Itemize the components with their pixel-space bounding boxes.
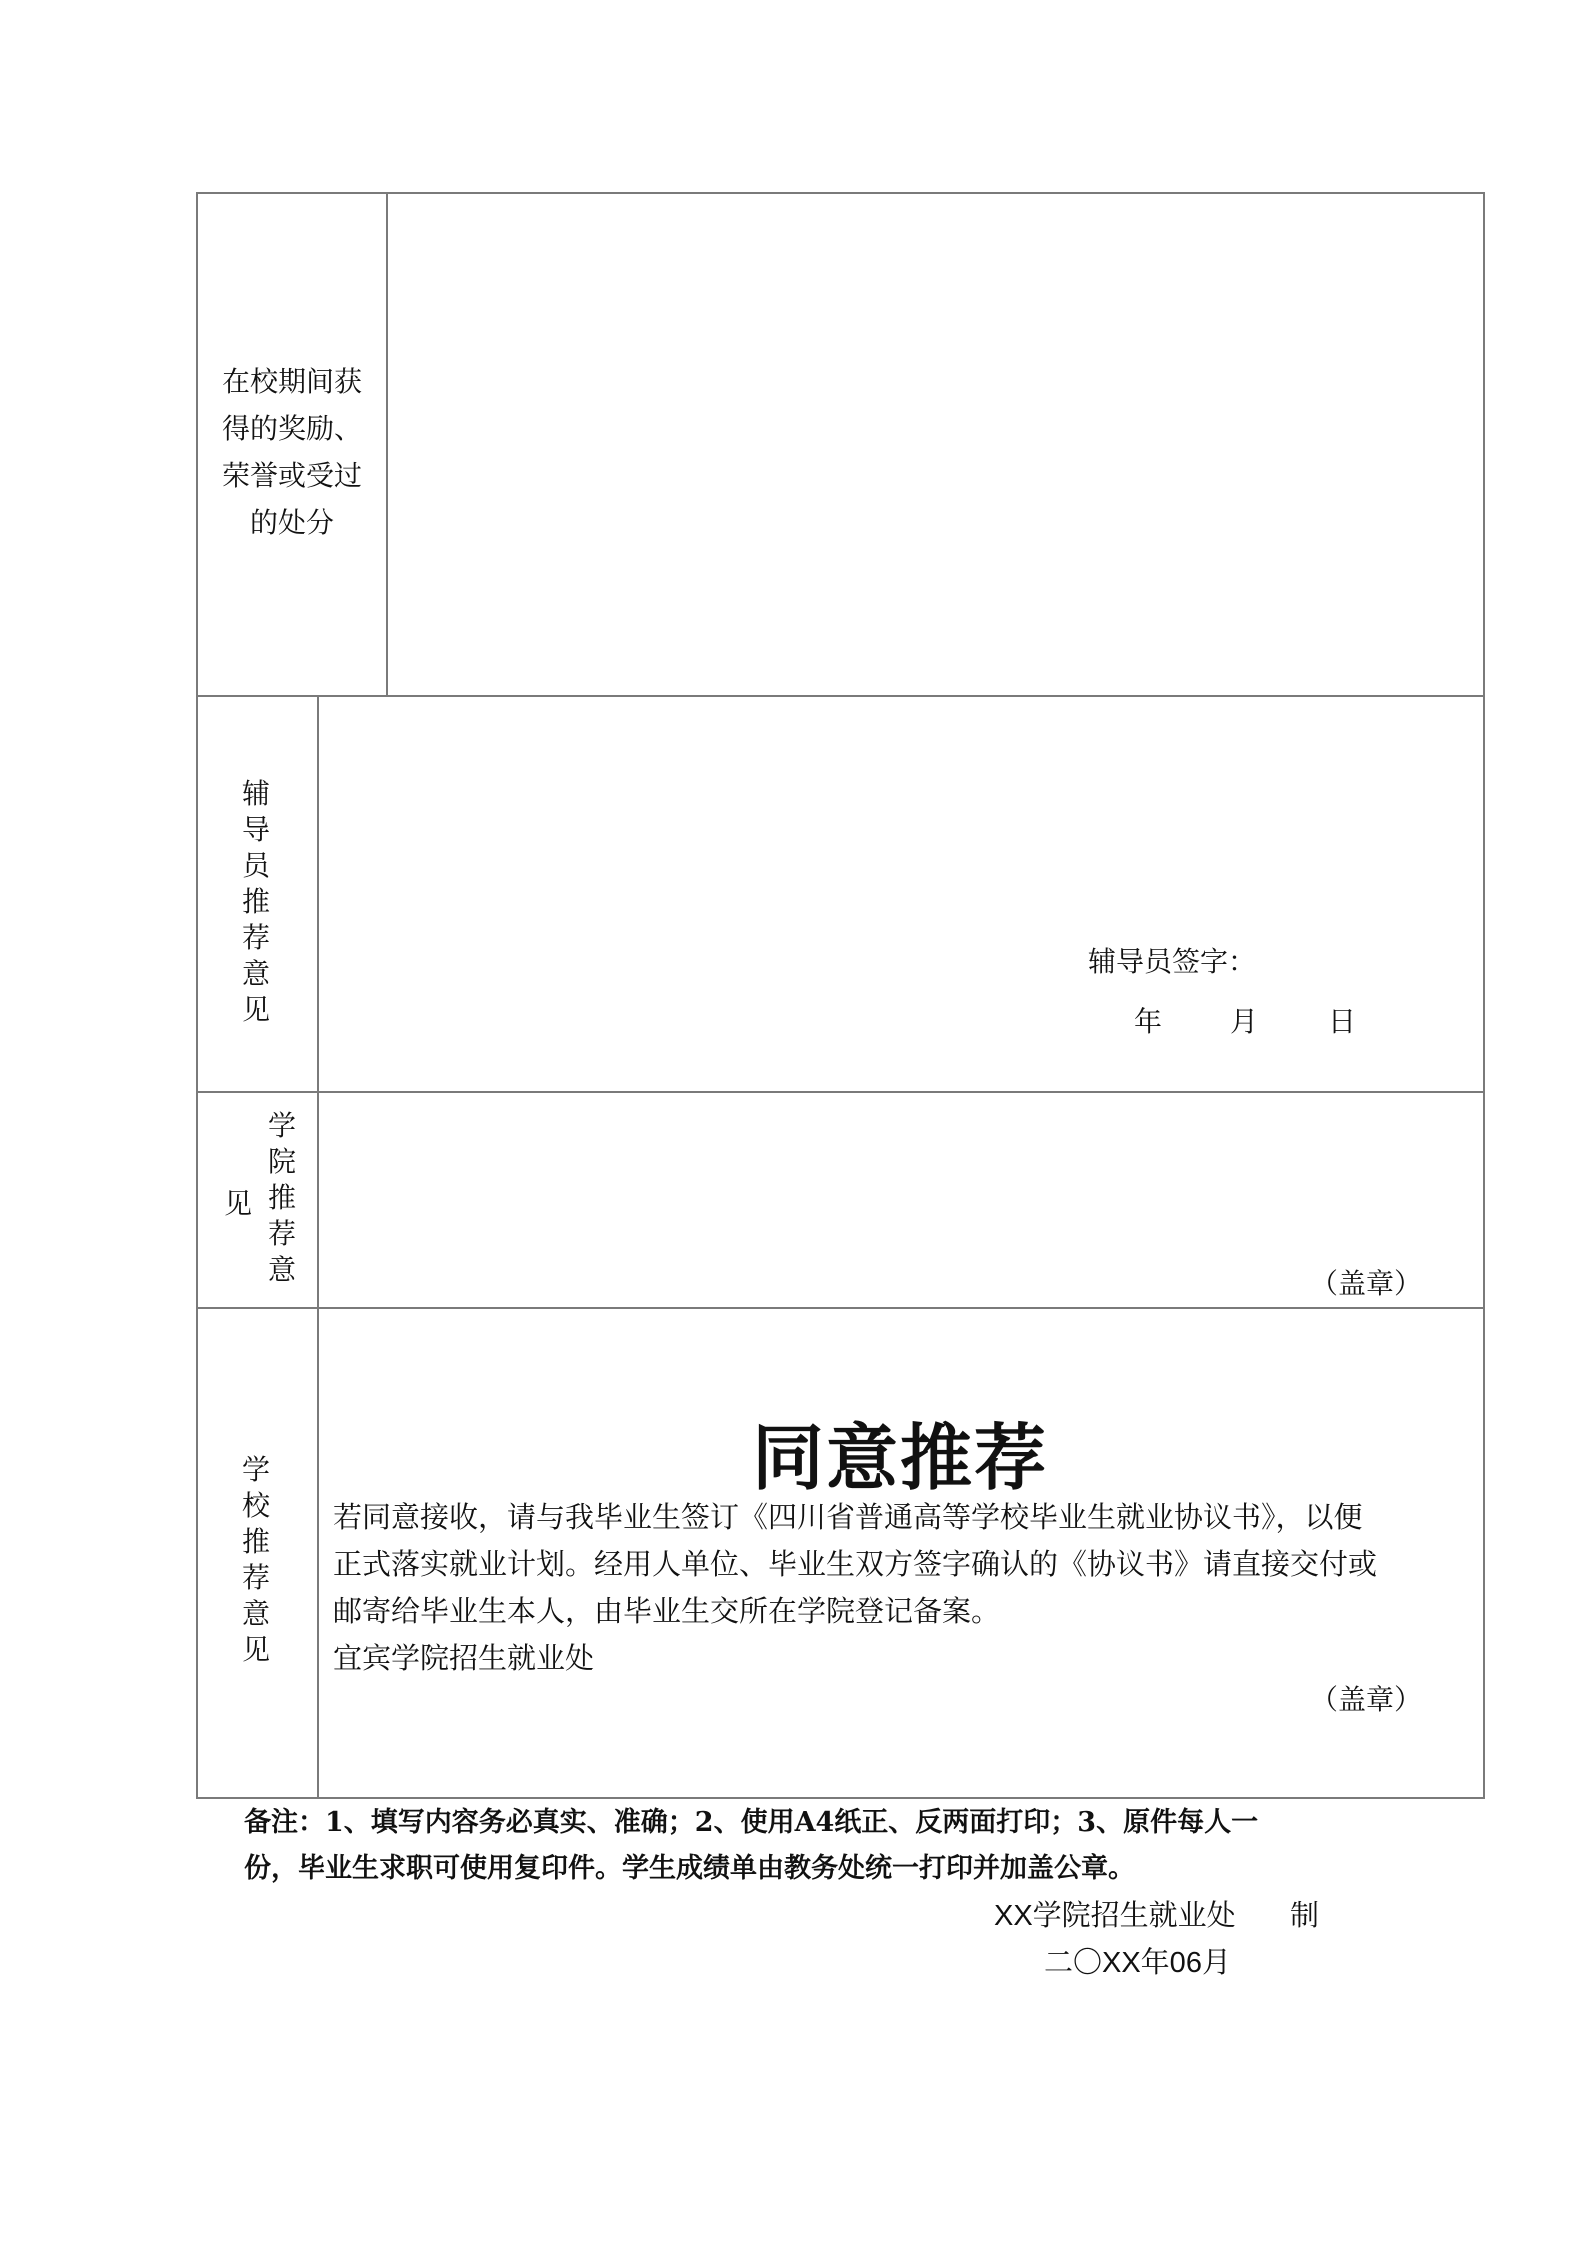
college-seal: （盖章）	[1310, 1267, 1423, 1300]
college-label-char: 意	[267, 1253, 296, 1286]
row-divider-1	[196, 695, 1485, 697]
counselor-label-char: 意	[241, 957, 270, 990]
counselor-label-char: 推	[241, 885, 270, 918]
school-paragraph-line: 若同意接收，请与我毕业生签订《四川省普通高等学校毕业生就业协议书》，以便	[333, 1500, 1363, 1534]
school-label-char: 见	[241, 1633, 270, 1666]
table-bottom-border	[196, 1797, 1485, 1799]
footer-date: 二〇XX年06月	[1044, 1947, 1231, 1979]
counselor-label-char: 导	[241, 813, 270, 846]
table-right-border	[1483, 192, 1485, 1799]
footer-made: 制	[1290, 1900, 1320, 1932]
notes	[244, 1800, 1444, 1892]
row-divider-2	[196, 1091, 1485, 1093]
counselor-label	[236, 776, 276, 1028]
awards-label-line: 荣誉或受过	[221, 459, 362, 492]
footer-issuer: XX学院招生就业处	[994, 1900, 1236, 1932]
counselor-signature-field[interactable]	[1262, 938, 1462, 978]
notes-line: 份，毕业生求职可使用复印件。学生成绩单由教务处统一打印并加盖公章。	[244, 1853, 1135, 1884]
school-label-char: 校	[241, 1489, 270, 1522]
counselor-label-char: 员	[241, 849, 270, 882]
school-seal: （盖章）	[1310, 1683, 1423, 1716]
counselor-date-month: 月	[1230, 1005, 1259, 1038]
counselor-label-char: 荐	[241, 921, 270, 954]
school-paragraph	[333, 1494, 1483, 1682]
school-paragraph-line: 正式落实就业计划。经用人单位、毕业生双方签字确认的《协议书》请直接交付或	[333, 1547, 1378, 1581]
awards-content-area[interactable]	[392, 198, 1477, 688]
school-label-char: 学	[241, 1453, 270, 1486]
table-top-border	[196, 192, 1485, 194]
awards-label	[198, 358, 386, 546]
college-label-char: 推	[267, 1181, 296, 1214]
awards-label-line: 在校期间获	[221, 365, 362, 398]
college-label-char: 院	[267, 1145, 296, 1178]
lower-column-divider	[317, 695, 319, 1799]
counselor-label-char: 见	[241, 993, 270, 1026]
school-label	[236, 1452, 276, 1668]
counselor-date-day: 日	[1328, 1005, 1357, 1038]
notes-line: 备注：1、填写内容务必真实、准确；2、使用A4纸正、反两面打印；3、原件每人一	[244, 1807, 1259, 1838]
college-label-char: 荐	[267, 1217, 296, 1250]
school-label-char: 荐	[241, 1561, 270, 1594]
college-label-char: 学	[267, 1109, 296, 1142]
awards-label-line: 的处分	[249, 506, 334, 539]
college-label-extra-char: 见	[224, 1187, 253, 1220]
row-divider-3	[196, 1307, 1485, 1309]
school-label-char: 推	[241, 1525, 270, 1558]
recommendation-headline: 同意推荐	[751, 1416, 1048, 1500]
school-label-char: 意	[241, 1597, 270, 1630]
school-paragraph-line: 邮寄给毕业生本人，由毕业生交所在学院登记备案。	[333, 1594, 1001, 1628]
awards-label-line: 得的奖励、	[221, 412, 362, 445]
counselor-signature-label: 辅导员签字：	[1088, 945, 1257, 978]
counselor-label-char: 辅	[241, 777, 270, 810]
school-paragraph-line: 宜宾学院招生就业处	[333, 1641, 595, 1675]
counselor-date-year: 年	[1134, 1005, 1163, 1038]
awards-column-divider	[386, 192, 388, 697]
college-label	[262, 1108, 302, 1288]
